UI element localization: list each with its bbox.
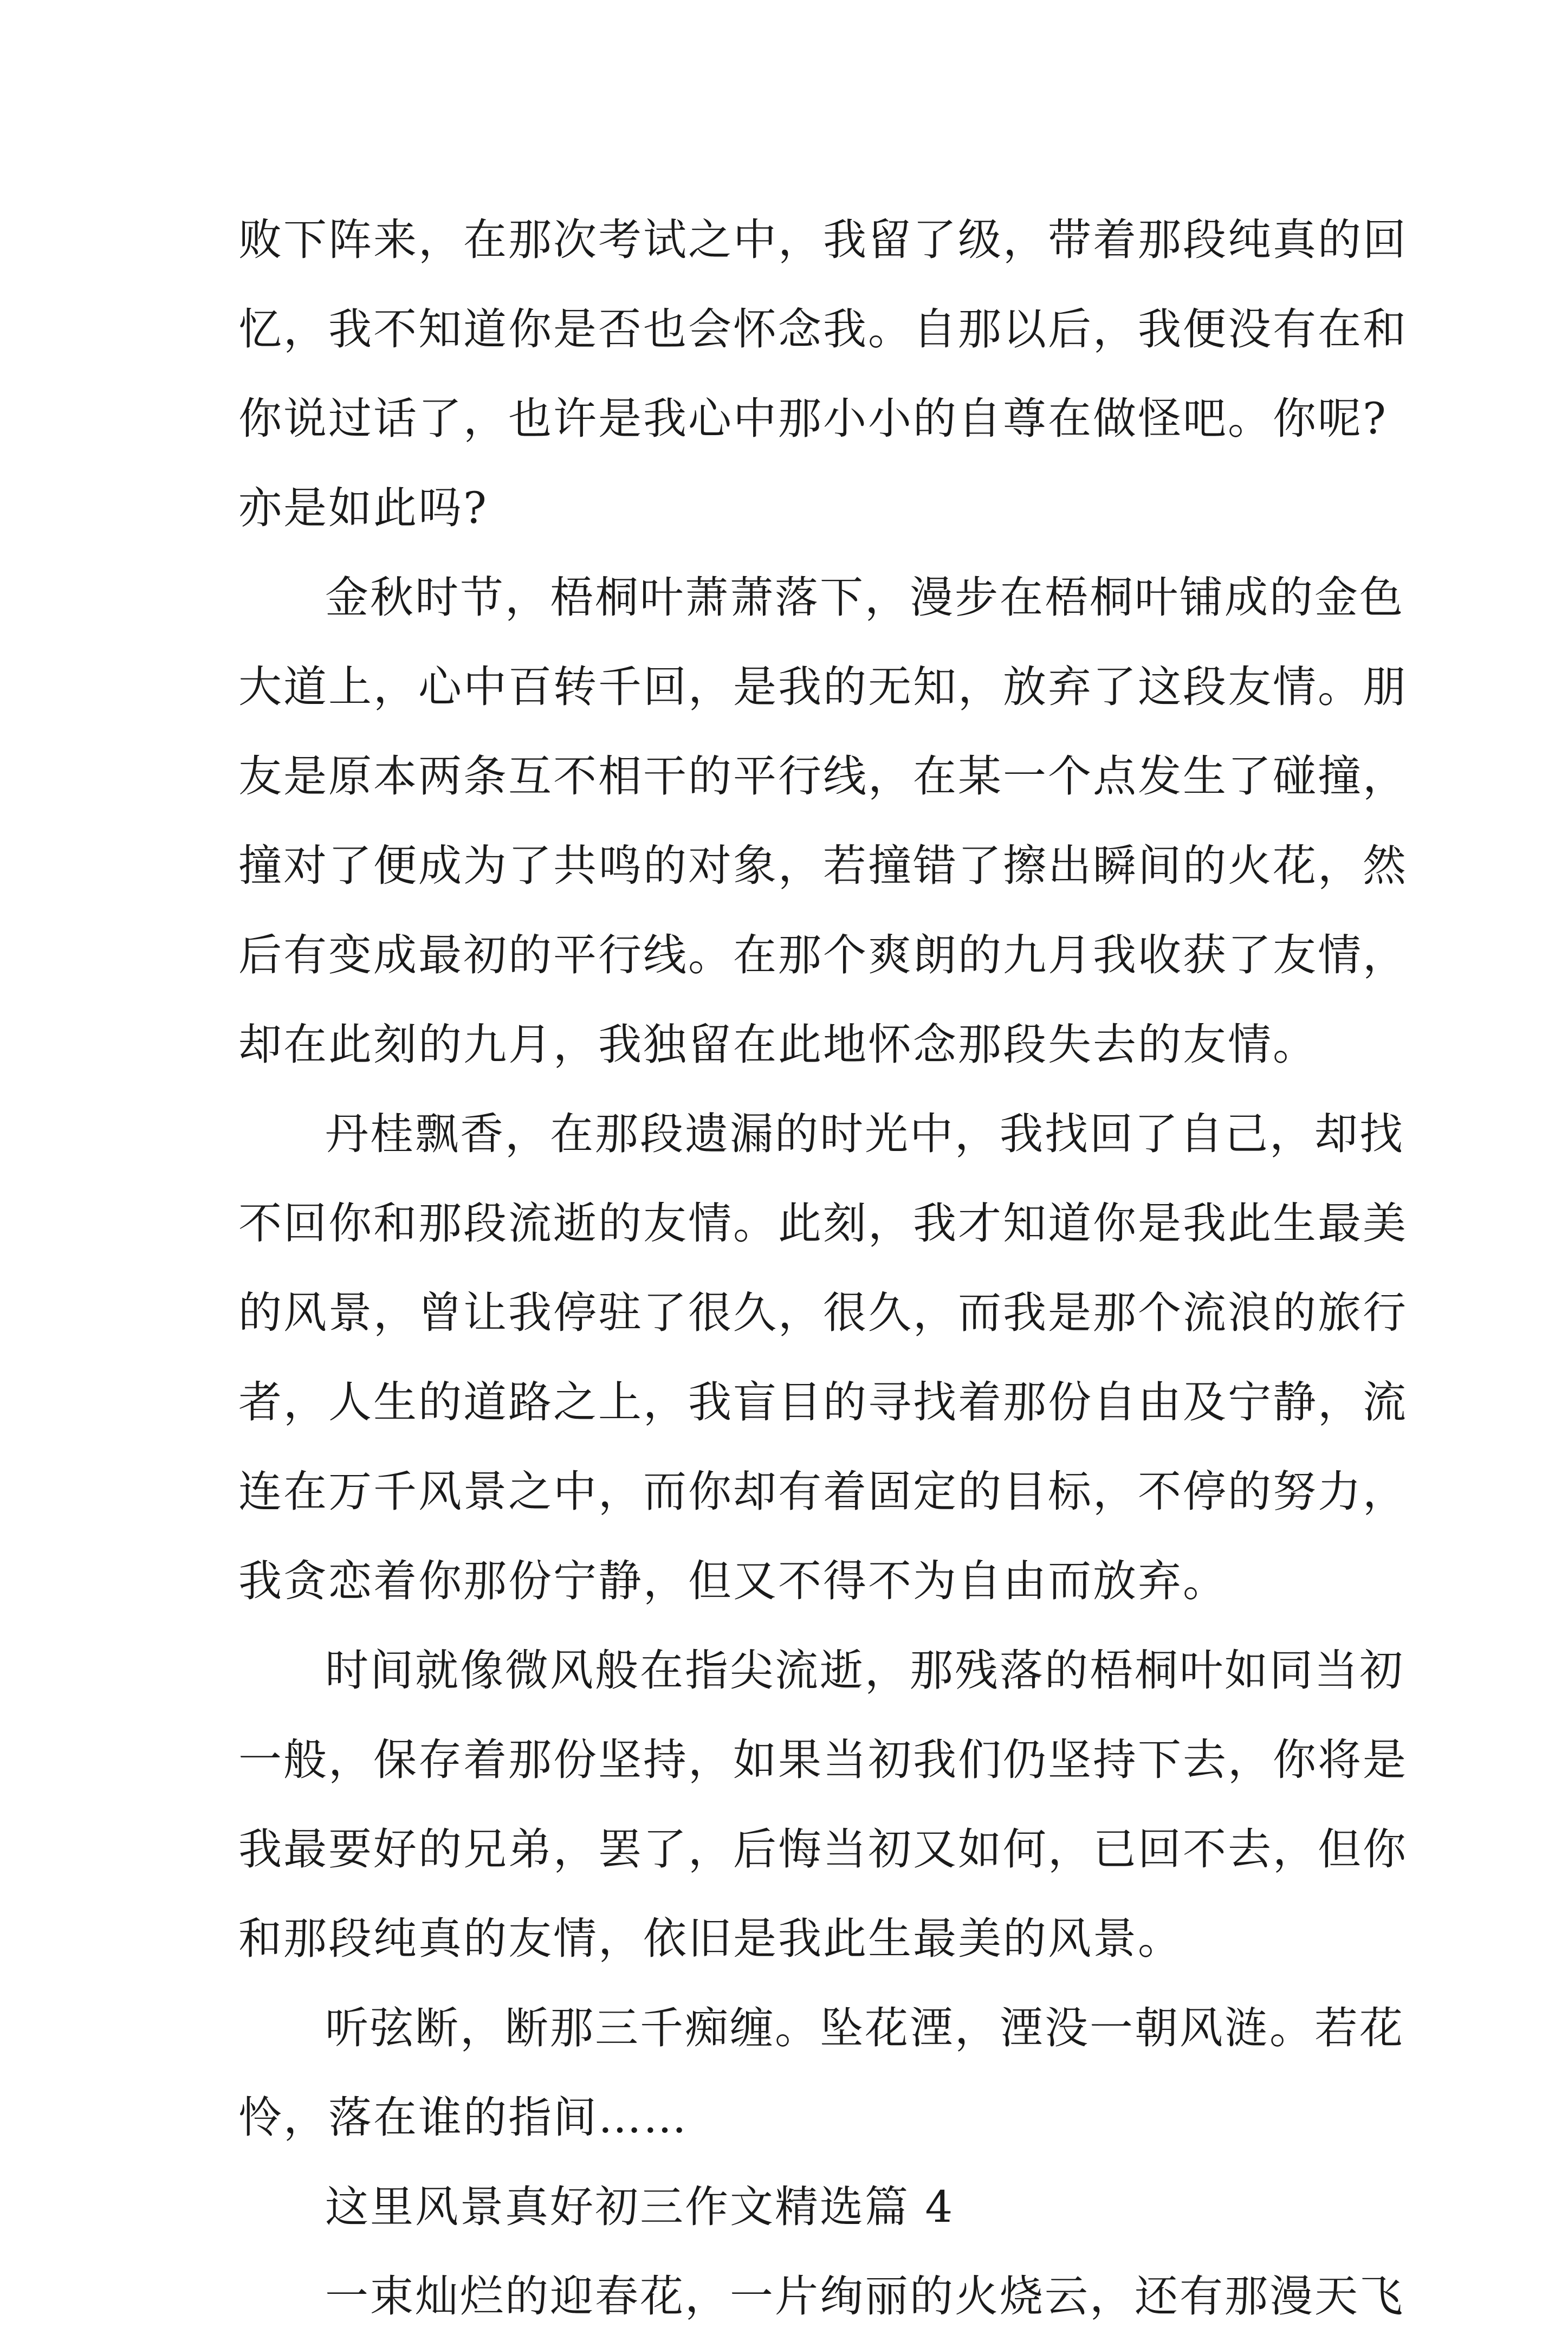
text-line: 时间就像微风般在指尖流逝，那残落的梧桐叶如同当初 bbox=[325, 1645, 1404, 1696]
text-line: 一束灿烂的迎春花，一片绚丽的火烧云，还有那漫天飞 bbox=[325, 2271, 1404, 2321]
text-line: 大道上，心中百转千回，是我的无知，放弃了这段友情。朋 bbox=[238, 662, 1408, 712]
text-line: 败下阵来，在那次考试之中，我留了级，带着那段纯真的回 bbox=[238, 215, 1408, 265]
text-line: 撞对了便成为了共鸣的对象，若撞错了擦出瞬间的火花，然 bbox=[238, 840, 1408, 891]
text-line: 亦是如此吗? bbox=[238, 483, 488, 533]
text-line: 的风景，曾让我停驻了很久，很久，而我是那个流浪的旅行 bbox=[238, 1288, 1408, 1338]
text-line: 你说过话了，也许是我心中那小小的自尊在做怪吧。你呢? bbox=[238, 393, 1388, 444]
text-line: 连在万千风景之中，而你却有着固定的目标，不停的努力， bbox=[238, 1466, 1408, 1517]
text-line: 不回你和那段流逝的友情。此刻，我才知道你是我此生最美 bbox=[238, 1198, 1408, 1249]
text-line: 我最要好的兄弟，罢了，后悔当初又如何，已回不去，但你 bbox=[238, 1824, 1408, 1874]
text-line: 者，人生的道路之上，我盲目的寻找着那份自由及宁静，流 bbox=[238, 1377, 1408, 1427]
text-line: 一般，保存着那份坚持，如果当初我们仍坚持下去，你将是 bbox=[238, 1735, 1408, 1785]
text-line: 却在此刻的九月，我独留在此地怀念那段失去的友情。 bbox=[238, 1019, 1318, 1070]
document-page bbox=[238, 195, 1408, 2341]
text-line: 后有变成最初的平行线。在那个爽朗的九月我收获了友情， bbox=[238, 930, 1408, 980]
text-line: 听弦断，断那三千痴缠。坠花湮，湮没一朝风涟。若花 bbox=[325, 2003, 1404, 2053]
text-line: 友是原本两条互不相干的平行线，在某一个点发生了碰撞， bbox=[238, 751, 1408, 801]
text-line: 忆，我不知道你是否也会怀念我。自那以后，我便没有在和 bbox=[238, 304, 1408, 354]
text-line: 金秋时节，梧桐叶萧萧落下，漫步在梧桐叶铺成的金色 bbox=[325, 572, 1404, 623]
section-heading: 这里风景真好初三作文精选篇 4 bbox=[325, 2182, 955, 2232]
text-line: 怜，落在谁的指间…… bbox=[238, 2092, 688, 2143]
text-line: 丹桂飘香，在那段遗漏的时光中，我找回了自己，却找 bbox=[325, 1109, 1404, 1159]
text-line: 我贪恋着你那份宁静，但又不得不为自由而放弃。 bbox=[238, 1556, 1228, 1606]
text-line: 和那段纯真的友情，依旧是我此生最美的风景。 bbox=[238, 1913, 1183, 1964]
